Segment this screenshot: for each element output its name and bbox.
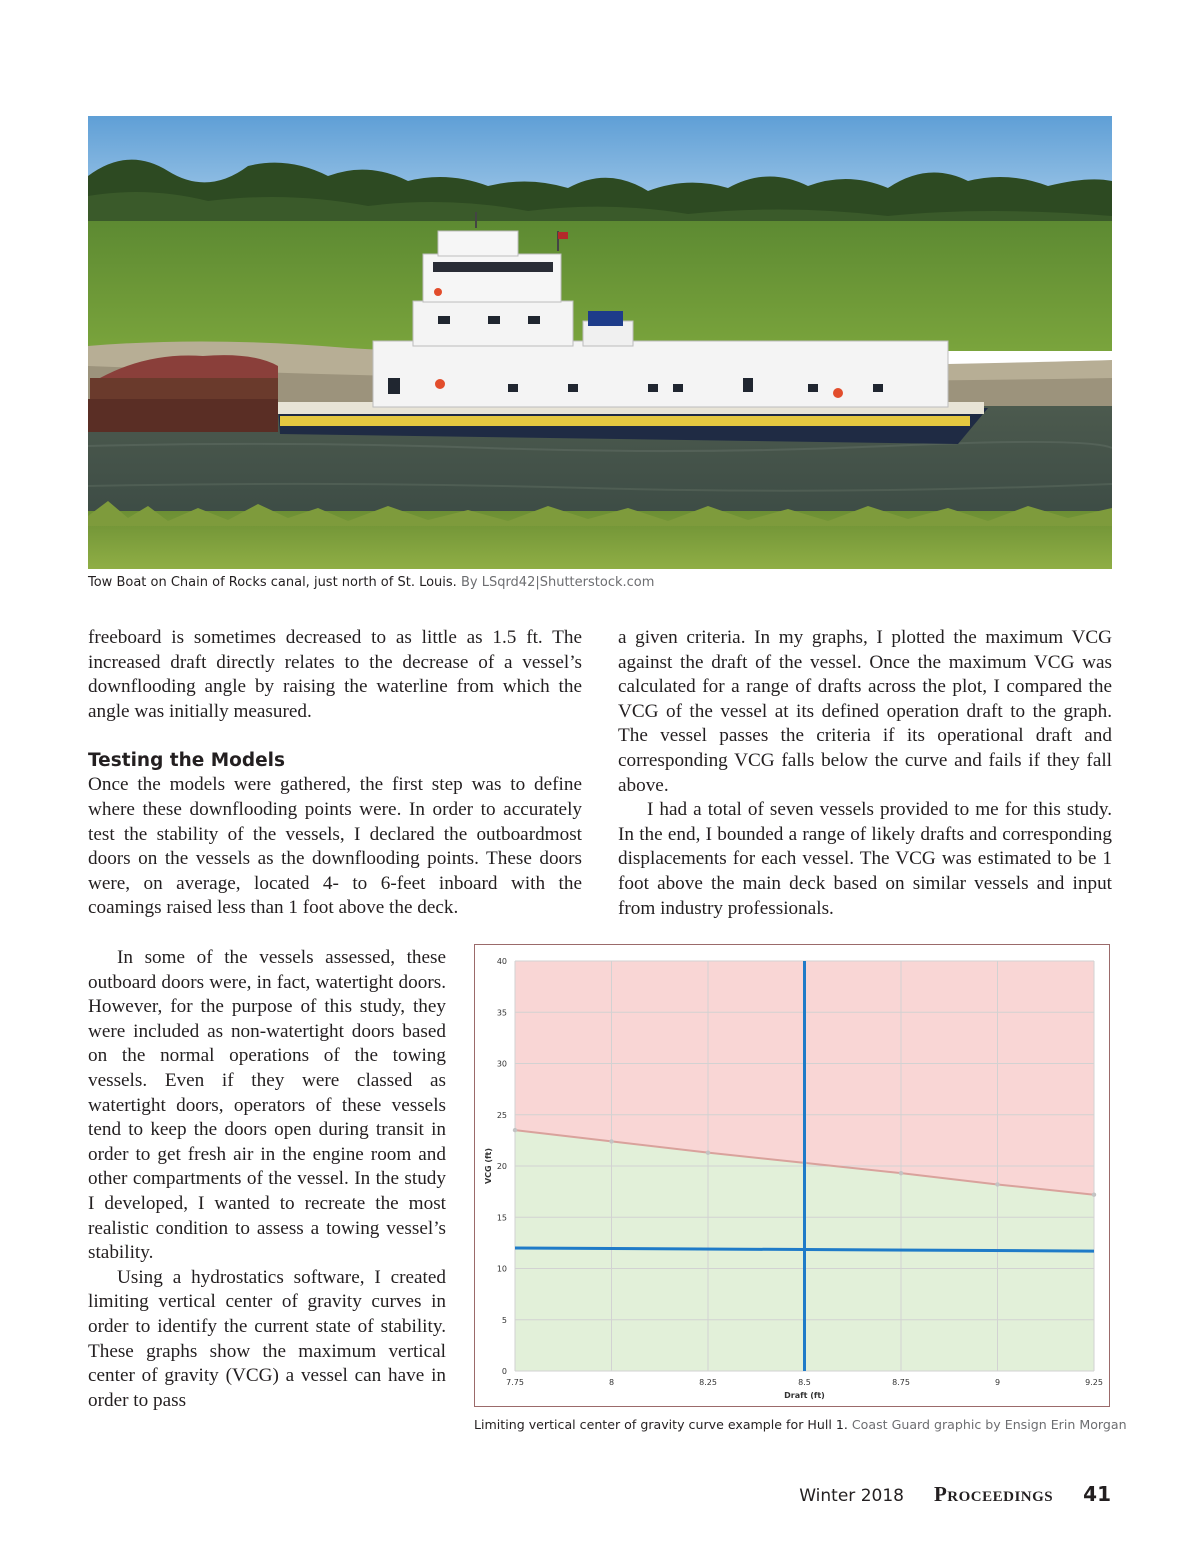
y-tick-label: 40	[496, 957, 507, 966]
curve-point	[513, 1128, 517, 1132]
paragraph-seven-vessels: I had a total of seven vessels provided to me for this study. In the end, I bounded a range of likely drafts and corresponding displacements for each vessel. The VCG was estimated to be 1 foot above the main deck based on similar vessels and input from industry professionals.	[618, 799, 1112, 919]
chart-caption-text: Limiting vertical center of gravity curve example for Hull 1.	[474, 1417, 848, 1432]
x-tick-label: 8	[608, 1378, 615, 1387]
y-tick-label: 30	[496, 1059, 507, 1069]
chart-credit: Coast Guard graphic by Ensign Erin Morgan	[851, 1417, 1127, 1432]
article-column-left-narrow	[88, 946, 446, 1413]
towboat-photo-illustration	[88, 116, 1112, 569]
y-axis-ticks	[497, 957, 507, 1376]
paragraph-freeboard: freeboard is sometimes decreased to as little as 1.5 ft. The increased draft directly relates to the decrease of a vessel’s downflooding angle by raising the waterline from which the angle was initially measured.	[88, 627, 582, 722]
paragraph-models-gathered: Once the models were gathered, the first step was to define where these downflooding points were. In order to accurately test the stability of the vessels, I declared the outboardmost doors on the vessels as the downflooding points. These doors were, on average, located 4- to 6-feet inboard with the coamings raised less than 1 foot above the deck.	[88, 774, 582, 919]
curve-point	[995, 1182, 999, 1186]
y-tick-label: 20	[496, 1162, 507, 1171]
photo-caption-text: Tow Boat on Chain of Rocks canal, just north of St. Louis.	[88, 575, 457, 590]
curve-point	[609, 1139, 613, 1143]
section-heading: Testing the Models	[88, 750, 286, 772]
x-tick-label: 8.5	[798, 1378, 811, 1387]
issue-season: Winter 2018	[799, 1486, 904, 1506]
y-tick-label: 35	[496, 1008, 507, 1018]
x-tick-label: 9.25	[1085, 1378, 1103, 1387]
y-tick-label: 0	[501, 1367, 507, 1376]
x-tick-label: 7.75	[506, 1378, 524, 1387]
towboat-photo	[88, 116, 1112, 569]
curve-point	[899, 1171, 903, 1175]
photo-caption	[88, 575, 1112, 590]
y-tick-label: 5	[501, 1315, 507, 1325]
x-tick-label: 9	[994, 1378, 1001, 1387]
vcg-chart	[474, 944, 1110, 1407]
y-tick-label: 10	[496, 1264, 507, 1274]
paragraph-hydrostatics: Using a hydrostatics software, I created limiting vertical center of gravity curves in order to identify the current state of stability. These graphs show the maximum vertical center of gravity (VCG) a vessel can have in order to pass	[88, 1266, 446, 1411]
page-footer	[799, 1482, 1111, 1507]
magazine-name: Proceedings	[933, 1482, 1054, 1506]
y-axis-title: VCG (ft)	[484, 1147, 493, 1185]
page-number: 41	[1083, 1482, 1111, 1506]
article-column-left	[88, 626, 582, 921]
x-axis-ticks	[506, 1378, 1103, 1387]
article-column-right	[618, 626, 1112, 921]
paragraph-criteria: a given criteria. In my graphs, I plotted the maximum VCG against the draft of the vessel. Once the maximum VCG was calculated for a range of drafts across the plot, I compared the VCG of the vessel at its defined operation draft to the graph. The vessel passes the criteria if its operational draft and corresponding VCG falls below the curve and fails if they fall above.	[618, 627, 1112, 796]
photo-credit: By LSqrd42|Shutterstock.com	[460, 575, 655, 590]
y-tick-label: 25	[496, 1110, 507, 1120]
x-tick-label: 8.25	[699, 1378, 717, 1387]
vcg-chart-svg	[475, 945, 1108, 1405]
chart-caption	[474, 1417, 1127, 1432]
paragraph-watertight-doors: In some of the vessels assessed, these outboard doors were, in fact, watertight doors. However, for the purpose of this study, they were included as non-watertight doors based on the normal operations of the towing vessels. Even if they were classed as watertight doors, operators of these vessels tend to keep the doors open during transit in order to get fresh air in the engine room and other compartments of the vessel. In the study I developed, I wanted to recreate the most realistic condition to assess a towing vessel’s stability.	[88, 947, 446, 1264]
x-tick-label: 8.75	[892, 1378, 910, 1387]
curve-point	[706, 1150, 710, 1154]
y-tick-label: 15	[496, 1213, 507, 1223]
x-axis-title: Draft (ft)	[784, 1391, 825, 1400]
curve-point	[1092, 1193, 1096, 1197]
